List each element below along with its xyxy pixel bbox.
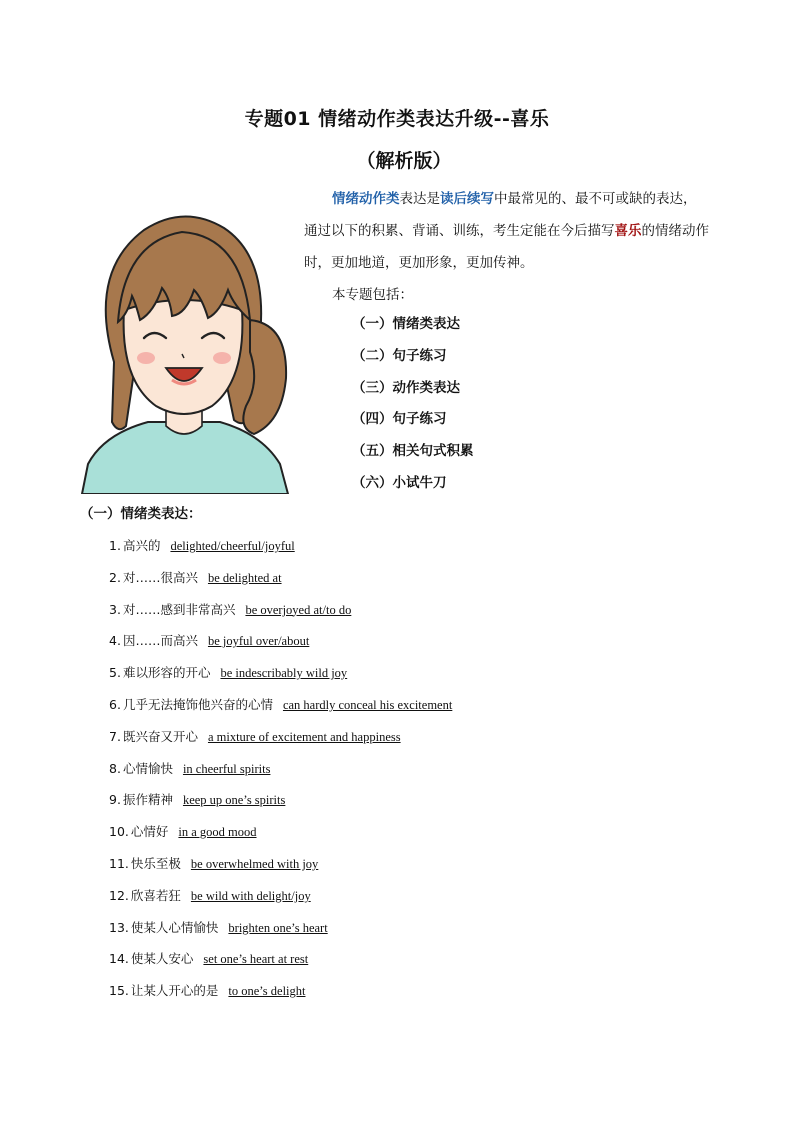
intro-text: 表达是: [399, 191, 440, 207]
page-subtitle: [0, 146, 794, 173]
item-number: 11.: [109, 855, 129, 871]
item-number: 8.: [109, 760, 121, 776]
vocab-item: [109, 625, 456, 657]
item-english: be joyful over/about: [207, 634, 310, 649]
item-chinese: 使某人心情愉快: [130, 919, 219, 935]
item-chinese: 对……很高兴: [122, 569, 198, 585]
item-english: to one’s delight: [228, 984, 306, 999]
item-english: set one’s heart at rest: [203, 952, 309, 967]
vocab-item: [109, 689, 456, 721]
item-number: 5.: [109, 665, 121, 681]
intro-line-1: [304, 183, 734, 215]
item-english: be overwhelmed with joy: [190, 856, 319, 871]
intro-paragraph: [304, 183, 734, 311]
subtitle-text: （解析版）: [356, 150, 452, 172]
vocab-item: [109, 530, 456, 562]
item-english: in a good mood: [178, 825, 257, 840]
contents-item: （二）句子练习: [352, 347, 447, 364]
item-english: be overjoyed at/to do: [245, 602, 352, 617]
item-chinese: 几乎无法掩饰他兴奋的心情: [122, 696, 273, 712]
item-english: delighted/cheerful/joyful: [170, 539, 295, 553]
item-english: a mixture of excitement and happiness: [207, 729, 401, 744]
item-english: keep up one’s spirits: [182, 793, 286, 808]
intro-line-4: 本专题包括：: [332, 287, 413, 303]
item-chinese: 因……而高兴: [122, 633, 198, 649]
vocab-item: [109, 562, 456, 594]
section-heading: （一）情绪类表达：: [80, 506, 202, 522]
item-chinese: 心情愉快: [122, 760, 173, 776]
item-chinese: 振作精神: [122, 792, 173, 808]
vocab-item: [109, 784, 456, 816]
item-chinese: 难以形容的开心: [122, 665, 211, 681]
contents-item: （三）动作类表达: [352, 379, 460, 396]
contents-item: （一）情绪类表达: [352, 316, 460, 332]
item-english: be wild with delight/joy: [190, 888, 311, 903]
item-chinese: 心情好: [130, 824, 169, 840]
vocab-item: [109, 594, 456, 626]
vocab-item: [109, 848, 456, 880]
item-number: 13.: [109, 919, 129, 935]
contents-list: [352, 309, 474, 500]
item-chinese: 快乐至极: [130, 855, 181, 871]
item-number: 7.: [109, 728, 121, 744]
item-number: 4.: [109, 633, 121, 649]
item-chinese: 既兴奋又开心: [122, 728, 198, 744]
intro-text: 中最常见的、最不可或缺的表达，: [494, 191, 697, 207]
vocab-item: [109, 753, 456, 785]
intro-line-3: 时，更加地道，更加形象，更加传神。: [304, 255, 534, 271]
item-chinese: 欣喜若狂: [130, 887, 181, 903]
item-english: be indescribably wild joy: [220, 666, 348, 681]
intro-text: 通过以下的积累、背诵、训练，考生定能在今后描写: [304, 223, 615, 239]
page-title: 专题01 情绪动作类表达升级--喜乐: [244, 108, 550, 130]
item-number: 10.: [109, 824, 129, 840]
vocab-item: [109, 975, 456, 1007]
vocab-item: [109, 816, 456, 848]
vocab-list: [109, 530, 456, 1007]
item-english: in cheerful spirits: [182, 761, 271, 776]
item-number: 14.: [109, 951, 129, 967]
item-english: be delighted at: [207, 570, 282, 585]
contents-item: （六）小试牛刀: [352, 474, 447, 491]
item-chinese: 对……感到非常高兴: [122, 601, 236, 617]
item-chinese: 高兴的: [122, 538, 161, 553]
intro-text: 的情绪动作: [641, 223, 709, 239]
item-number: 12.: [109, 887, 129, 903]
item-english: can hardly conceal his excitement: [282, 697, 453, 712]
vocab-item: [109, 721, 456, 753]
item-number: 15.: [109, 983, 129, 999]
contents-item: （四）句子练习: [352, 411, 447, 428]
vocab-item: [109, 657, 456, 689]
vocab-item: [109, 912, 456, 944]
highlight-emotion-action: 情绪动作类: [332, 191, 400, 207]
vocab-item: [109, 880, 456, 912]
item-chinese: 让某人开心的是: [130, 983, 219, 999]
vocab-item: [109, 943, 456, 975]
highlight-continuation-writing: 读后续写: [440, 191, 494, 207]
item-chinese: 使某人安心: [130, 951, 194, 967]
item-number: 9.: [109, 792, 121, 808]
contents-item: （五）相关句式积累: [352, 443, 474, 460]
item-number: 2.: [109, 569, 121, 585]
highlight-joy: 喜乐: [614, 223, 642, 239]
item-number: 1.: [109, 538, 121, 553]
smiling-girl-illustration: [74, 202, 294, 494]
item-number: 3.: [109, 601, 121, 617]
item-number: 6.: [109, 696, 121, 712]
intro-line-2: [304, 215, 734, 247]
item-english: brighten one’s heart: [228, 920, 328, 935]
